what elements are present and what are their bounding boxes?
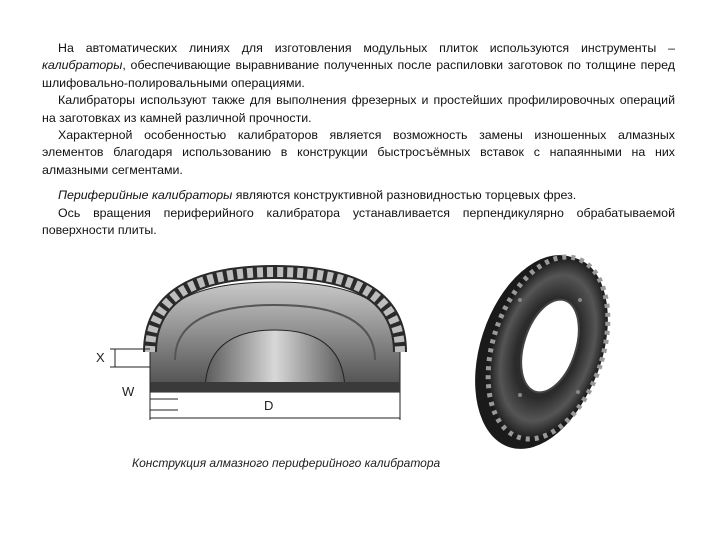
paragraph-4-rest: являются конструктивной разновидностью торцевых фрез. (232, 188, 577, 203)
paragraph-3: Характерной особенностью калибраторов является возможность замены изношенных алмазных элементов благодаря использованию в конструкции быстросъёмных вставок с напаянными на них алмазными сегментами. (42, 128, 675, 177)
paragraph-1-term: калибраторы (42, 58, 123, 73)
calibrator-body (150, 272, 400, 392)
dimension-d-label: D (264, 398, 274, 413)
paragraph-5: Ось вращения периферийного калибратора устанавливается перпендикулярно обрабатываемой поверхности плиты. (42, 205, 675, 238)
dimension-w-label: W (122, 384, 135, 399)
paragraph-4-term: Периферийные калибраторы (58, 188, 233, 203)
dimension-x-label: X (96, 350, 105, 365)
paragraph-1-rest: , обеспечивающие выравнивание полученных после распиловки заготовок по толщине перед шлифовально-полировальными операциями. (42, 58, 675, 90)
paragraph-1-lead: На автоматических линиях для изготовления модульных плиток используются инструменты – (58, 41, 675, 55)
figure-caption: Конструкция алмазного периферийного калибратора (132, 456, 441, 470)
paragraph-2: Калибраторы используют также для выполнения фрезерных и простейших профилировочных операций на заготовках из камней различной прочности. (42, 93, 675, 125)
calibrator-photo (452, 238, 629, 465)
